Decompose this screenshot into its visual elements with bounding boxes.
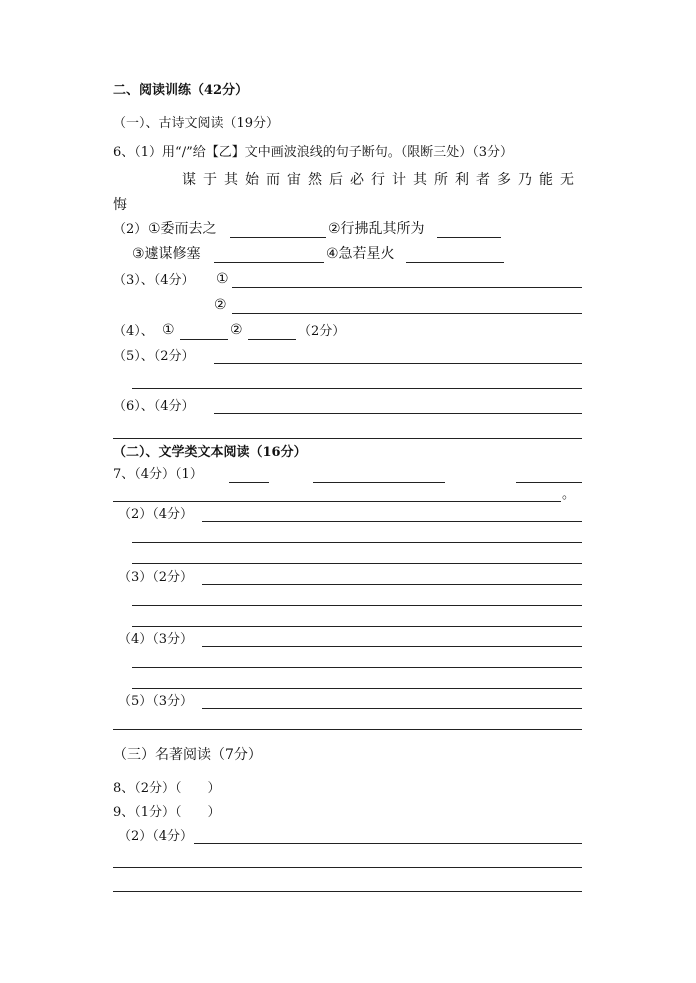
- q7-p1-blank3[interactable]: [516, 482, 582, 483]
- q6-p5-answer-line2[interactable]: [132, 388, 582, 389]
- q7-p5-answer-line2[interactable]: [113, 729, 582, 730]
- q7-p2-answer-line2[interactable]: [132, 542, 582, 543]
- q6-p4-blank2[interactable]: [248, 339, 296, 340]
- q6-sentence-line2: 悔: [113, 197, 127, 213]
- q6-p2-item4: ④急若星火: [326, 246, 395, 262]
- q7-p1-answer-line[interactable]: [113, 501, 561, 502]
- q6-p6-answer-line2[interactable]: [113, 438, 582, 439]
- q6-p4-label: （4）、: [113, 324, 154, 339]
- q6-p3-answer-line1[interactable]: [232, 287, 582, 288]
- q6-p6-answer-line1[interactable]: [214, 413, 582, 414]
- q7-p4-answer-line1[interactable]: [202, 646, 582, 647]
- q7-p5-answer-line1[interactable]: [202, 708, 582, 709]
- q6-p2-item1: ①委而去之: [148, 221, 217, 237]
- q7-p4-answer-line2[interactable]: [132, 667, 582, 668]
- q6-p2-blank4[interactable]: [406, 262, 504, 263]
- q7-p1-end-mark: 。: [562, 487, 576, 502]
- q7-p5-label: （5）（3分）: [118, 694, 194, 709]
- q6-p4-score: （2分）: [298, 324, 346, 339]
- q6-sentence-line1: 谋于其始而宙然后必行计其所利者多乃能无: [182, 172, 581, 188]
- q7-p2-label: （2）（4分）: [118, 507, 194, 522]
- q7-stem: 7、（4分）（1）: [113, 467, 203, 482]
- q6-p5-answer-line1[interactable]: [214, 363, 582, 364]
- q9-stem: 9、（1分）（ ）: [113, 805, 221, 820]
- q6-p4-blank1[interactable]: [180, 339, 228, 340]
- classic-section-title: （三）名著阅读（7分）: [113, 747, 262, 763]
- q7-p4-answer-line3[interactable]: [132, 688, 582, 689]
- poetry-section-title: （一）、古诗文阅读（19分）: [113, 116, 280, 131]
- q7-p3-answer-line3[interactable]: [132, 626, 582, 627]
- q9-p2-label: （2）（4分）: [118, 829, 194, 844]
- q6-p3-answer-line2[interactable]: [232, 313, 582, 314]
- q7-p2-answer-line3[interactable]: [132, 563, 582, 564]
- q6-p5-label: （5）、（2分）: [113, 349, 195, 364]
- q6-p3-mark1: ①: [216, 271, 229, 287]
- q7-p3-answer-line1[interactable]: [202, 584, 582, 585]
- q7-p4-label: （4）（3分）: [118, 632, 194, 647]
- q6-p2-blank1[interactable]: [230, 237, 326, 238]
- q6-p2-label: （2）: [113, 222, 148, 237]
- reading-section-title: 二、阅读训练（42分）: [113, 83, 249, 98]
- q6-p3-label: （3）、（4分）: [113, 273, 195, 288]
- q7-p3-answer-line2[interactable]: [132, 605, 582, 606]
- q7-p1-blank2[interactable]: [313, 482, 445, 483]
- q6-p4-mark2: ②: [230, 322, 243, 338]
- q6-p6-label: （6）、（4分）: [113, 399, 195, 414]
- q7-p3-label: （3）（2分）: [118, 570, 194, 585]
- lit-section-title: （二）、文学类文本阅读（16分）: [113, 445, 307, 460]
- q8-stem: 8、（2分）（ ）: [113, 781, 221, 796]
- q7-p1-blank1[interactable]: [229, 482, 269, 483]
- q9-p2-answer-line3[interactable]: [113, 891, 582, 892]
- q6-p3-mark2: ②: [214, 297, 227, 313]
- q6-p4-mark1: ①: [162, 322, 175, 338]
- q6-p2-item2: ②行拂乱其所为: [328, 221, 425, 237]
- q6-p2-blank2[interactable]: [437, 237, 501, 238]
- q6-p2-blank3[interactable]: [214, 262, 324, 263]
- q9-p2-answer-line2[interactable]: [113, 867, 582, 868]
- q7-p2-answer-line1[interactable]: [202, 521, 582, 522]
- q6-p2-item3: ③遽谋修塞: [132, 246, 201, 262]
- q9-p2-answer-line1[interactable]: [194, 843, 582, 844]
- q6-stem: 6、（1）用“/”给【乙】文中画波浪线的句子断句。（限断三处）（3分）: [113, 145, 513, 160]
